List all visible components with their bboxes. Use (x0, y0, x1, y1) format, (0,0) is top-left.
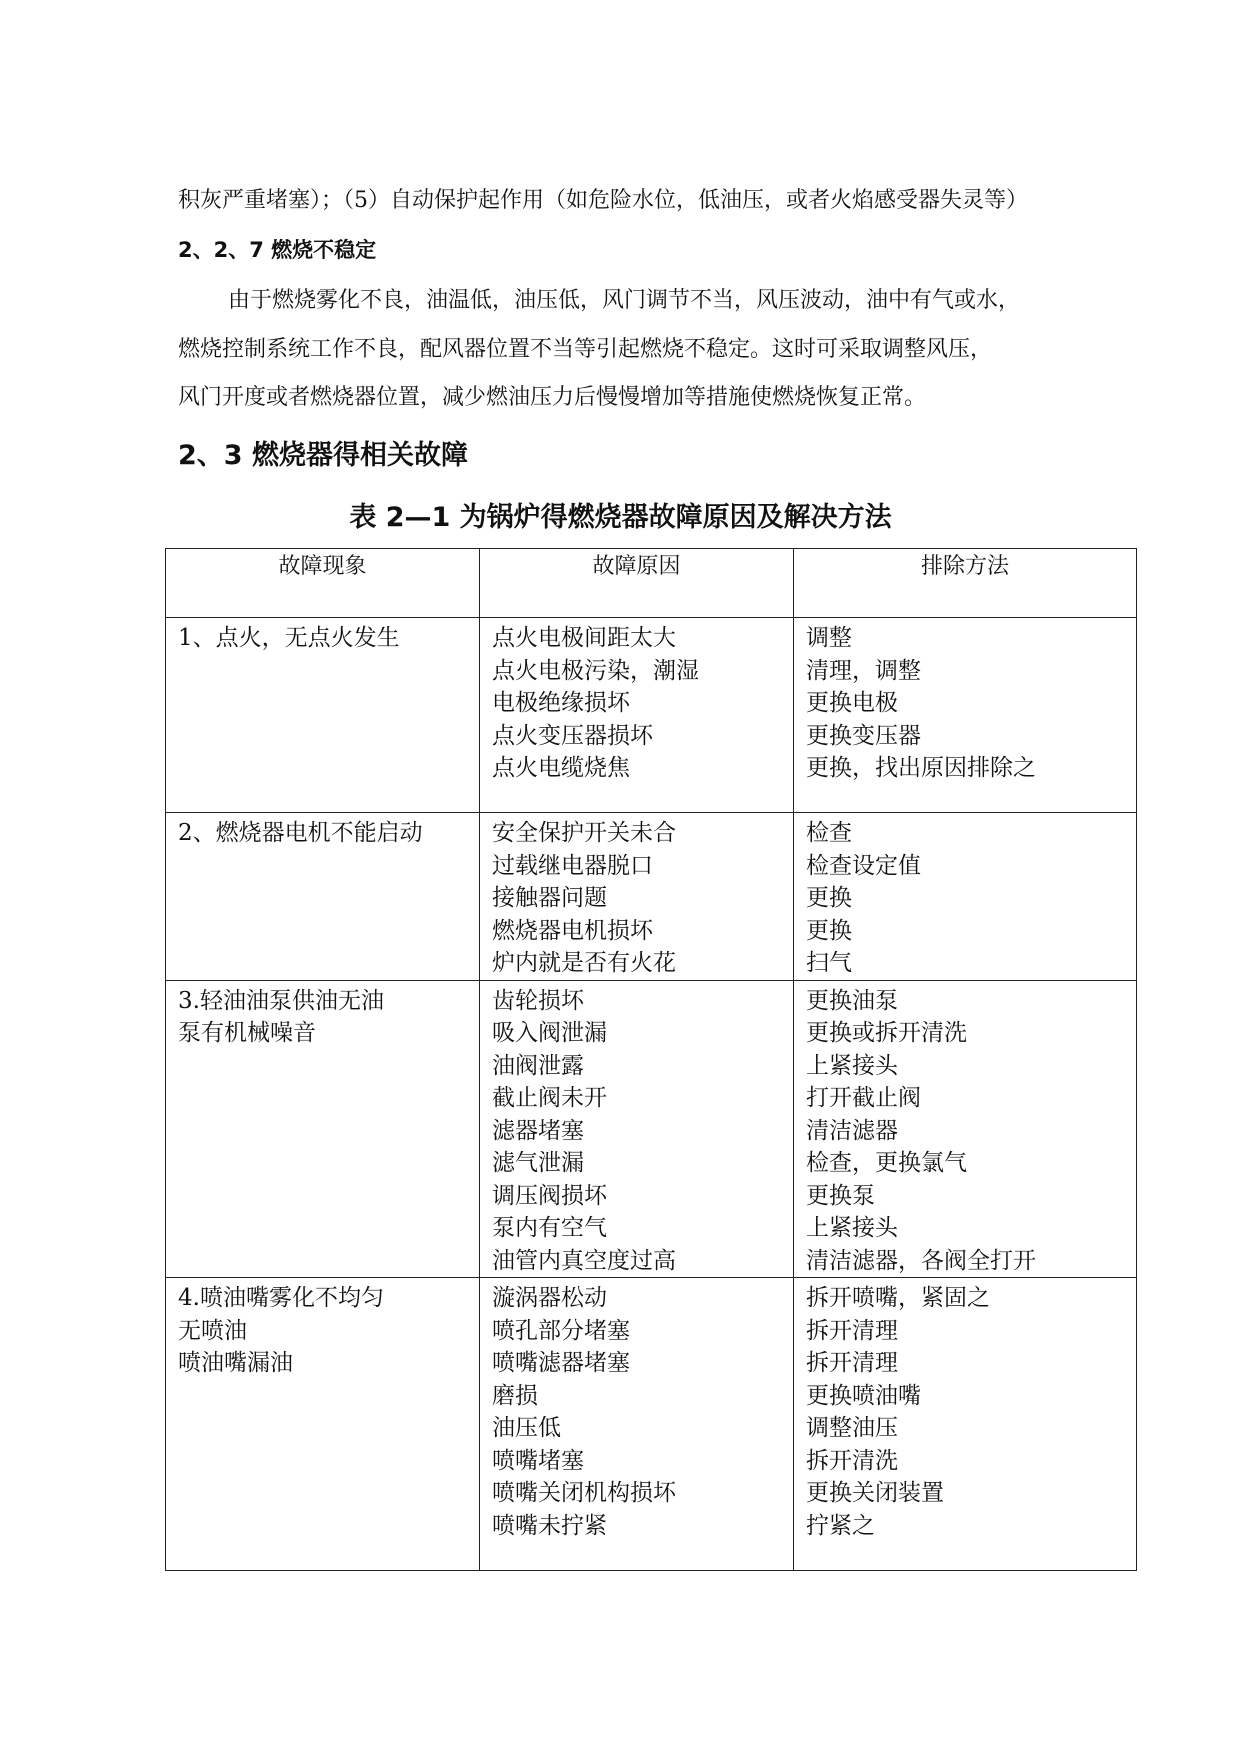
cause-text: 调压阀损坏 (492, 1182, 607, 1209)
remedy-text: 更换变压器 (806, 722, 921, 749)
remedy-text: 清洁滤器 (806, 1117, 898, 1144)
fault-table (165, 548, 1137, 1571)
cause-cell (480, 980, 794, 1278)
cause-text: 喷嘴关闭机构损坏 (492, 1480, 676, 1506)
cause-text: 滤器堵塞 (492, 1117, 584, 1144)
cause-text: 过载继电器脱口 (492, 852, 653, 879)
cause-text: 喷嘴堵塞 (492, 1447, 584, 1474)
cause-text: 喷嘴未拧紧 (492, 1512, 607, 1539)
cause-text: 接触器问题 (492, 885, 607, 911)
remedy-text: 更换 (806, 917, 852, 944)
symptom-text: 2、燃烧器电机不能启动 (178, 820, 423, 846)
table-row (166, 618, 1137, 813)
remedy-text: 更换，找出原因排除之 (806, 755, 1036, 781)
cause-text: 点火电极污染，潮湿 (492, 657, 699, 684)
body-paragraph-line: 燃烧控制系统工作不良，配风器位置不当等引起燃烧不稳定。这时可采取调整风压， (178, 337, 993, 362)
cause-text: 滤气泄漏 (492, 1150, 584, 1176)
remedy-text: 更换 (806, 885, 852, 911)
body-text-line: 积灰严重堵塞）；（5）自动保护起作用（如危险水位，低油压，或者火焰感受器失灵等） (178, 188, 1029, 213)
symptom-cell (166, 813, 480, 981)
remedy-text: 检查，更换氯气 (806, 1150, 967, 1176)
remedy-text: 清洁滤器，各阀全打开 (806, 1247, 1036, 1274)
remedy-text: 更换喷油嘴 (806, 1382, 921, 1409)
remedy-text: 更换关闭装置 (806, 1480, 944, 1506)
remedy-text: 上紧接头 (806, 1052, 898, 1079)
remedy-text: 拆开清理 (806, 1317, 898, 1344)
cause-text: 油压低 (492, 1415, 561, 1441)
cause-text: 点火电极间距太大 (492, 625, 676, 651)
column-header-remedy: 排除方法 (794, 549, 1137, 618)
remedy-text: 调整 (806, 625, 852, 651)
remedy-text: 扫气 (806, 950, 852, 976)
remedy-text: 打开截止阀 (806, 1085, 921, 1111)
remedy-text: 更换泵 (806, 1182, 875, 1209)
remedy-text: 拆开喷嘴，紧固之 (806, 1285, 990, 1311)
column-header-cause: 故障原因 (480, 549, 794, 618)
cause-text: 炉内就是否有火花 (492, 950, 676, 976)
cause-text: 泵内有空气 (492, 1215, 607, 1241)
cause-text: 点火变压器损坏 (492, 722, 653, 749)
cause-text: 喷嘴滤器堵塞 (492, 1350, 630, 1376)
cause-text: 截止阀未开 (492, 1085, 607, 1111)
remedy-text: 检查设定值 (806, 852, 921, 879)
symptom-text: 4.喷油嘴雾化不均匀 (178, 1285, 384, 1311)
cause-text: 燃烧器电机损坏 (492, 917, 653, 944)
cause-cell (480, 618, 794, 813)
section-heading: 2、3 燃烧器得相关故障 (178, 440, 468, 471)
remedy-text: 调整油压 (806, 1415, 898, 1441)
symptom-text: 无喷油 (178, 1317, 247, 1344)
remedy-text: 上紧接头 (806, 1215, 898, 1241)
remedy-text: 更换或拆开清洗 (806, 1020, 967, 1046)
remedy-cell (794, 980, 1137, 1278)
cause-cell (480, 1278, 794, 1571)
remedy-cell (794, 1278, 1137, 1571)
symptom-text: 3.轻油油泵供油无油 (178, 987, 384, 1014)
cause-text: 磨损 (492, 1382, 538, 1409)
cause-text: 漩涡器松动 (492, 1285, 607, 1311)
remedy-text: 检查 (806, 820, 852, 846)
symptom-text: 泵有机械噪音 (178, 1020, 316, 1046)
cause-text: 喷孔部分堵塞 (492, 1317, 630, 1344)
symptom-cell (166, 980, 480, 1278)
cause-cell (480, 813, 794, 981)
remedy-text: 拧紧之 (806, 1512, 875, 1539)
cause-text: 安全保护开关未合 (492, 820, 676, 846)
table-caption: 表 2—1 为锅炉得燃烧器故障原因及解决方法 (349, 502, 892, 533)
symptom-text: 1、点火，无点火发生 (178, 625, 400, 651)
remedy-cell (794, 618, 1137, 813)
remedy-text: 拆开清洗 (806, 1447, 898, 1474)
body-paragraph-line: 风门开度或者燃烧器位置，减少燃油压力后慢慢增加等措施使燃烧恢复正常。 (178, 385, 927, 410)
remedy-cell (794, 813, 1137, 981)
table-row (166, 1278, 1137, 1571)
remedy-text: 更换电极 (806, 690, 898, 716)
cause-text: 油管内真空度过高 (492, 1247, 676, 1274)
cause-text: 电极绝缘损坏 (492, 690, 630, 716)
cause-text: 油阀泄露 (492, 1052, 584, 1079)
remedy-text: 拆开清理 (806, 1350, 898, 1376)
column-header-symptom: 故障现象 (166, 549, 480, 618)
remedy-text: 更换油泵 (806, 987, 898, 1014)
symptom-cell (166, 618, 480, 813)
symptom-cell (166, 1278, 480, 1571)
table-header-row (166, 549, 1137, 618)
table-row (166, 980, 1137, 1278)
cause-text: 吸入阀泄漏 (492, 1020, 607, 1046)
remedy-text: 清理，调整 (806, 657, 921, 684)
cause-text: 点火电缆烧焦 (492, 755, 630, 781)
body-paragraph-line: 由于燃烧雾化不良，油温低，油压低，风门调节不当，风压波动，油中有气或水， (228, 288, 1021, 313)
table-row (166, 813, 1137, 981)
symptom-text: 喷油嘴漏油 (178, 1350, 293, 1376)
subsection-heading: 2、2、7 燃烧不稳定 (178, 238, 377, 262)
cause-text: 齿轮损坏 (492, 987, 584, 1014)
